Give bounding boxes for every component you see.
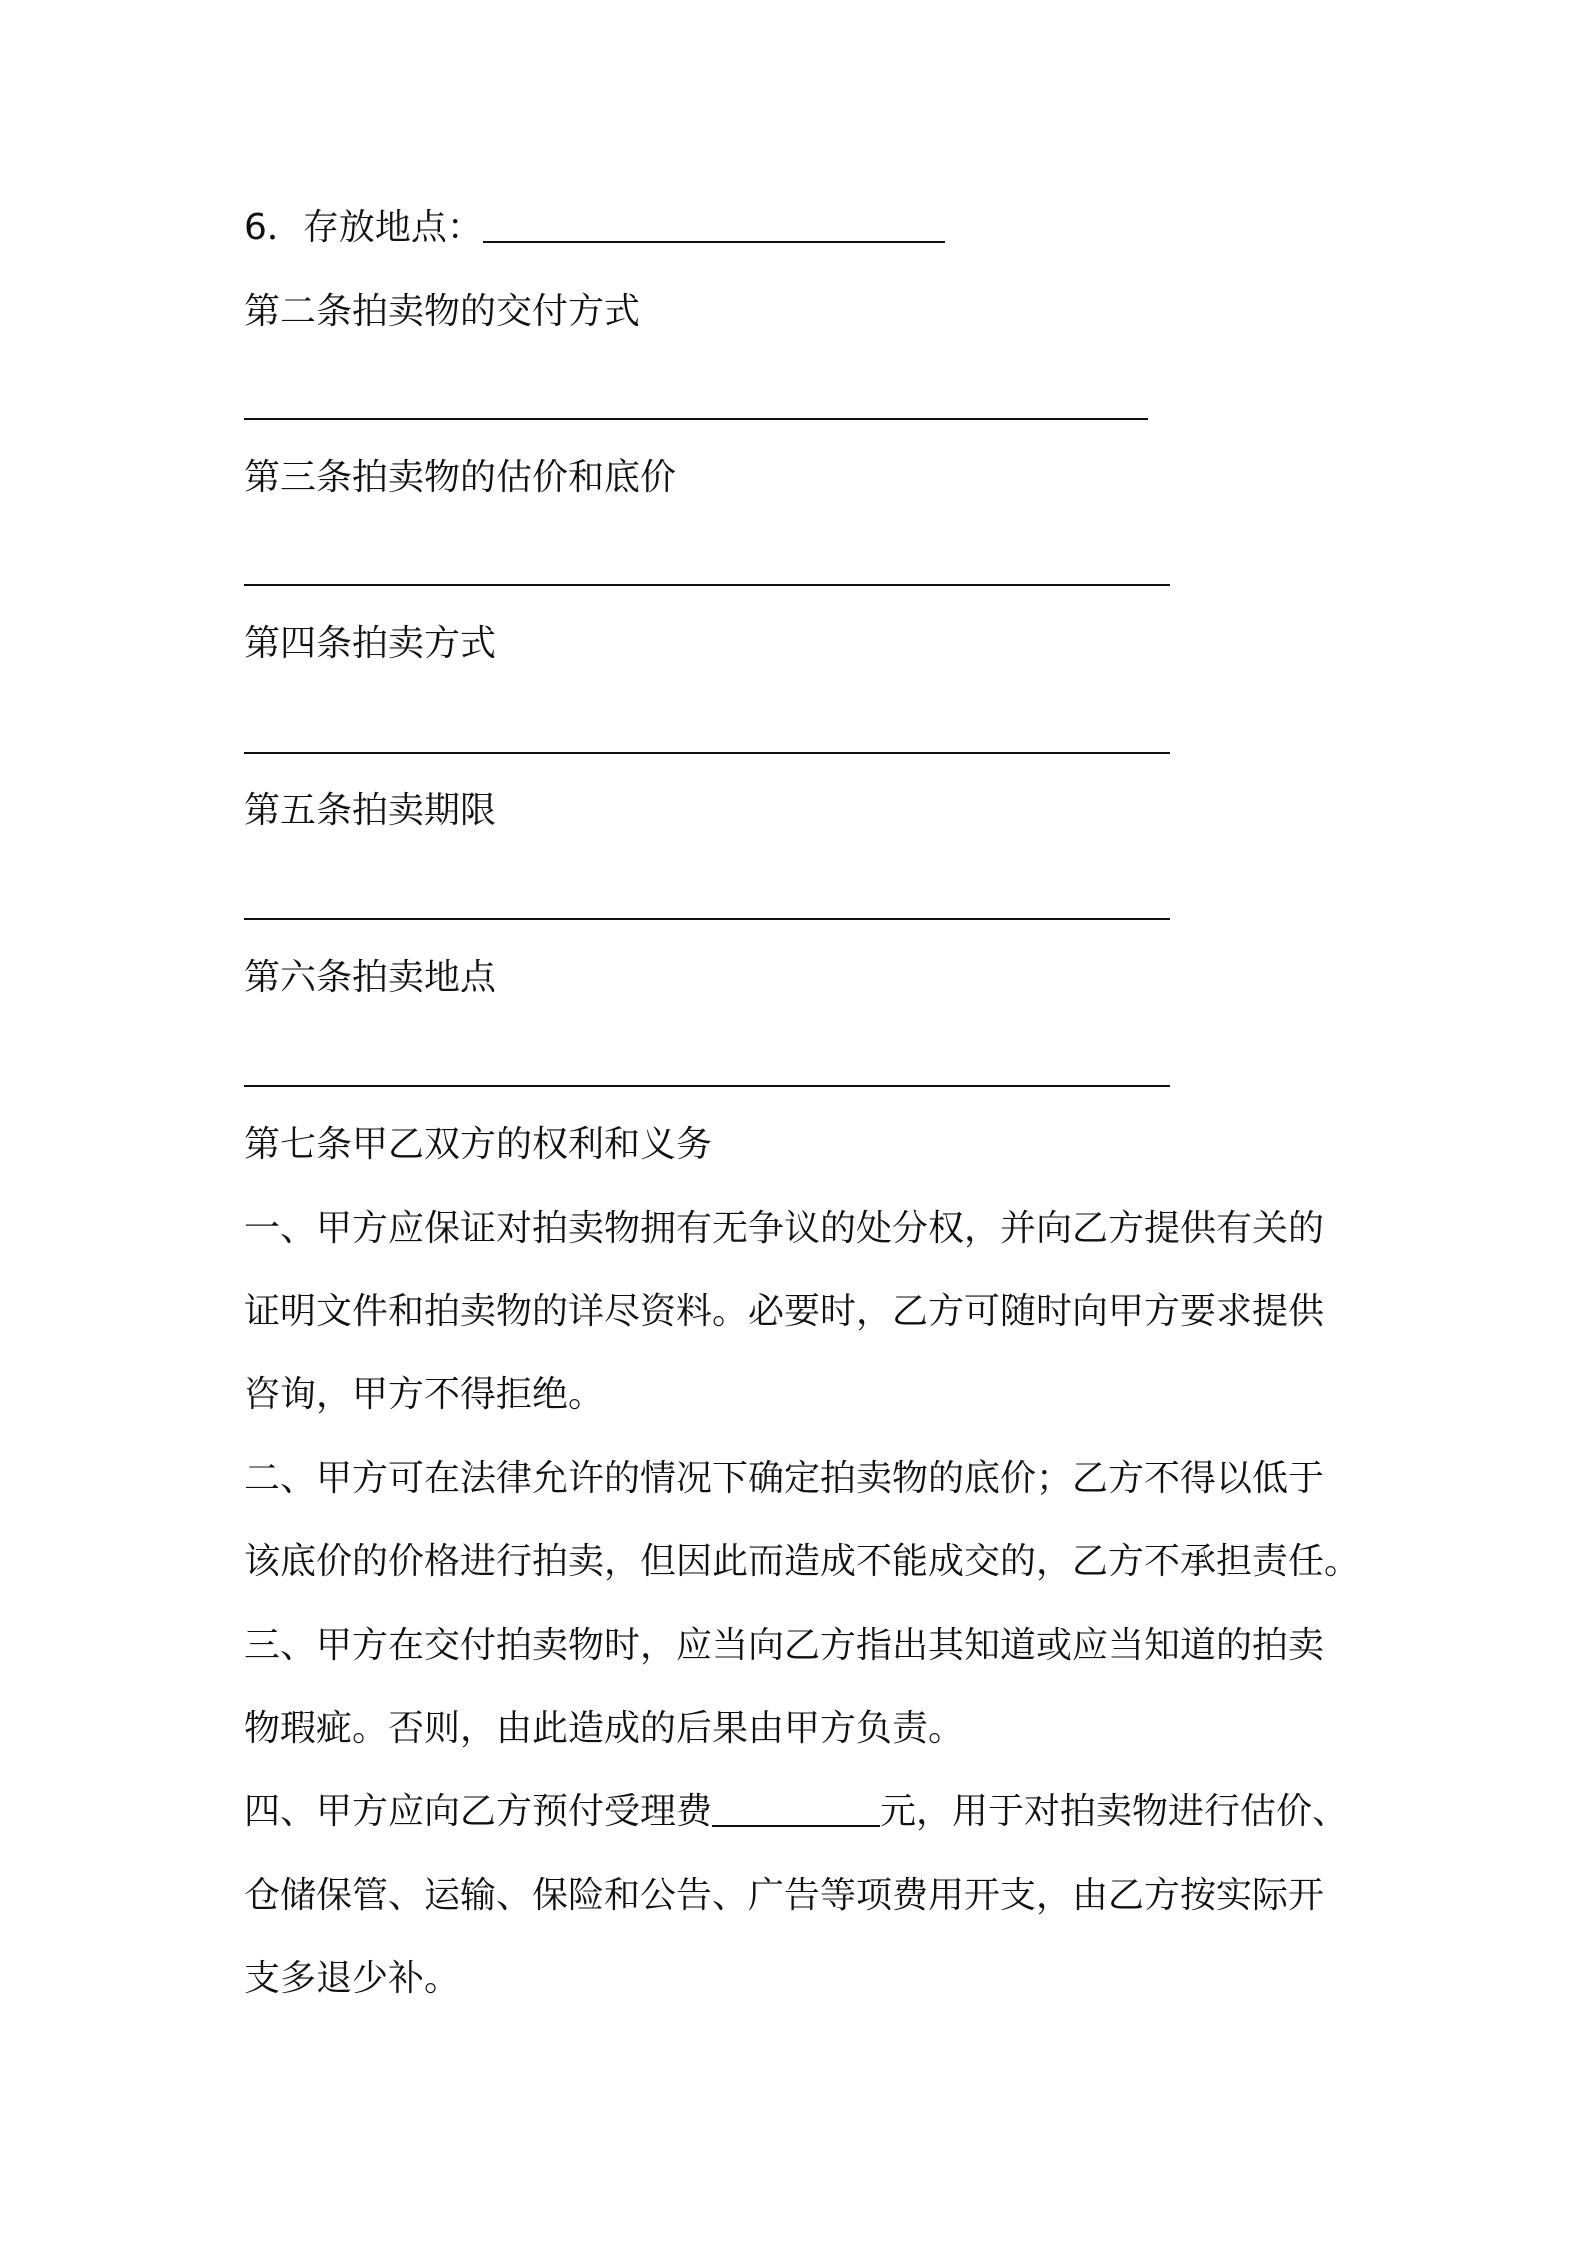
article-3-blank[interactable] <box>244 584 1170 586</box>
fee-text-after: 元，用于对拍卖物进行估价、 <box>880 1791 1349 1832</box>
fee-text-before: 四、甲方应向乙方预付受理费 <box>244 1791 713 1832</box>
storage-location-label: 6．存放地点： <box>244 207 483 248</box>
storage-location-line <box>244 206 945 250</box>
article-7-para-4-line-1 <box>244 1790 1348 1834</box>
article-4-heading: 第四条拍卖方式 <box>244 623 497 664</box>
article-5-heading: 第五条拍卖期限 <box>244 790 497 831</box>
article-7-para-1-line-2: 证明文件和拍卖物的详尽资料。必要时，乙方可随时向甲方要求提供 <box>244 1291 1325 1332</box>
article-7-para-3-line-1: 三、甲方在交付拍卖物时，应当向乙方指出其知道或应当知道的拍卖 <box>244 1625 1325 1666</box>
article-6-heading: 第六条拍卖地点 <box>244 957 497 998</box>
article-5-blank[interactable] <box>244 918 1170 920</box>
article-4-blank[interactable] <box>244 752 1170 754</box>
article-7-para-4-line-3: 支多退少补。 <box>244 1958 461 1999</box>
article-7-para-1-line-3: 咨询，甲方不得拒绝。 <box>244 1374 605 1415</box>
article-3-heading: 第三条拍卖物的估价和底价 <box>244 457 677 498</box>
article-7-para-4-line-2: 仓储保管、运输、保险和公告、广告等项费用开支，由乙方按实际开 <box>244 1875 1325 1916</box>
fee-amount-blank[interactable] <box>712 1823 880 1827</box>
article-7-para-2-line-2: 该底价的价格进行拍卖，但因此而造成不能成交的，乙方不承担责任。 <box>244 1541 1361 1582</box>
article-7-para-2-line-1: 二、甲方可在法律允许的情况下确定拍卖物的底价；乙方不得以低于 <box>244 1458 1325 1499</box>
article-2-blank[interactable] <box>244 418 1148 420</box>
article-6-blank[interactable] <box>244 1085 1170 1087</box>
article-7-heading: 第七条甲乙双方的权利和义务 <box>244 1124 713 1165</box>
article-7-para-3-line-2: 物瑕疵。否则，由此造成的后果由甲方负责。 <box>244 1708 965 1749</box>
article-2-heading: 第二条拍卖物的交付方式 <box>244 291 641 332</box>
storage-location-blank[interactable] <box>483 239 945 243</box>
article-7-para-1-line-1: 一、甲方应保证对拍卖物拥有无争议的处分权，并向乙方提供有关的 <box>244 1208 1325 1249</box>
